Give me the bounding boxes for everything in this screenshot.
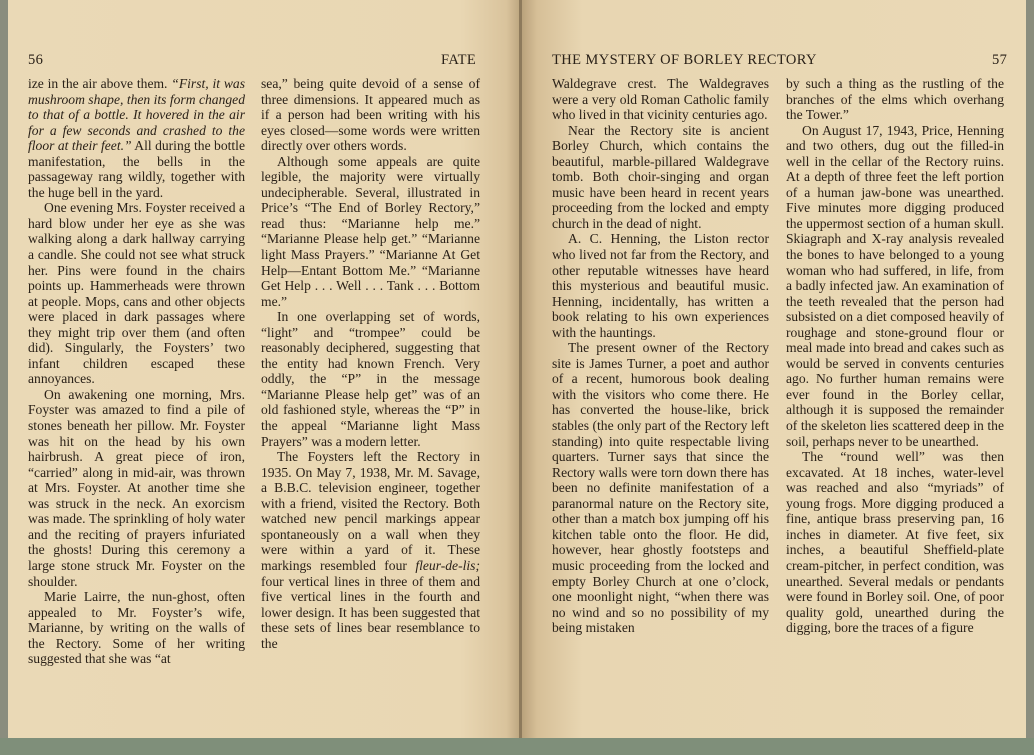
- paragraph: [552, 340, 769, 635]
- right-column-2: [786, 76, 1004, 636]
- text-run: On August 17, 1943, Price, Henning and two others, dug out the filled-in well in the cellar of the Rectory ruins. At a depth of three feet the left portion of a human jaw-bone was unearthed. Five minutes more digging produced the uppermost section of a human skull. Skiagraph and X-ray analysis revealed the bones to have belonged to a young woman who had suffered, in life, from a badly infected jaw. An examination of the teeth revealed that the person had subsisted on a diet composed heavily of roughage and stone-ground flour or meal made into bread and cakes such as would be served in convents centuries ago. No further human remains were ever found in the Borley cellar, although it is supposed the remainder of the skeleton lies scattered deep in the soil, perhaps never to be unearthed.: [786, 122, 1004, 449]
- right-column-1: [552, 76, 769, 636]
- paragraph: [28, 76, 245, 200]
- text-run: All during the bottle manifestation, the bells in the passageway rang wildly, together with the huge bell in the yard.: [28, 138, 245, 200]
- italic-text: fleur-de-lis;: [415, 557, 480, 573]
- text-run: Although some appeals are quite legible, the majority were virtually undecipherable. Several, illustrated in Price’s “The End of Borley Rectory,” read thus: “Marianne help me.” “Marianne Please help get.” “Marianne light Mass Prayers.” “Marianne At Get Help—Entant Bottom Me.” “Marianne Get Help . . . Well . . . Tank . . . Bottom me.”: [261, 153, 480, 309]
- paragraph: [261, 309, 480, 449]
- paragraph: [261, 449, 480, 651]
- left-column-1: [28, 76, 245, 667]
- text-run: A. C. Henning, the Liston rector who lived not far from the Rectory, and other reputable witnesses have heard this mysterious and beautiful music. Henning, incidentally, has written a book relating to his own experiences with the hauntings.: [552, 231, 769, 340]
- text-run: The “round well” was then excavated. At 18 inches, water-level was reached and also “myriads” of young frogs. More digging produced a fine, antique brass preserving pan, 16 inches in diameter. At five feet, six inches, a beautiful Sheffield-plate cream-pitcher, in perfect condition, was unearthed. Several medals or pendants were found in Borley soil. One, of poor quality gold, unearthed during the digging, bore the traces of a figure: [786, 449, 1004, 636]
- paragraph: [552, 76, 769, 123]
- left-page: [8, 0, 522, 740]
- italic-text: “First, it was mushroom shape, then its form changed to that of a bottle. It hovered in the air for a few seconds and crashed to the floor at their feet.”: [28, 76, 245, 154]
- text-run: by such a thing as the rustling of the branches of the elms which overhang the Tower.”: [786, 76, 1004, 123]
- text-run: The Foysters left the Rectory in 1935. On May 7, 1938, Mr. M. Savage, a B.B.C. television engineer, together with a friend, visited the Rectory. Both watched new pencil markings appear spontaneously on a wall when they were within a yard of it. These markings resembled four: [261, 449, 480, 573]
- paragraph: [28, 589, 245, 667]
- paragraph: [552, 123, 769, 232]
- left-column-2: [261, 76, 480, 651]
- paragraph: [261, 154, 480, 309]
- paragraph: [28, 387, 245, 589]
- text-run: In one overlapping set of words, “light” and “trompee” could be reasonably deciphered, suggesting that the entity had known French. Very oddly, the “P” in the message “Marianne Please help get” was of an old fashioned style, whereas the “P” in the appeal “Marianne light Mass Prayers” was a modern letter.: [261, 309, 480, 449]
- text-run: Marie Lairre, the nun-ghost, often appealed to Mr. Foyster’s wife, Marianne, by writing on the walls of the Rectory. Some of her writing suggested that she was “at: [28, 589, 245, 667]
- right-running-head: THE MYSTERY OF BORLEY RECTORY: [552, 52, 817, 68]
- left-running-head: FATE: [441, 52, 477, 68]
- text-run: The present owner of the Rectory site is James Turner, a poet and author of a recent, humorous book dealing with the visitors who come there. He has converted the house-like, brick stables (the only part of the Rectory left standing) into quite respectable living quarters. Turner says that since the Rectory walls were torn down there has been no definite manifestation of a paranormal nature on the Rectory site, other than a match box jumping off his kitchen table onto the floor. He did, however, hear ghostly footsteps and music proceeding from the locked and empty Borley Church at one o’clock, one moonlight night, “when there was no wind and so no possibility of my being mistaken: [552, 340, 769, 636]
- text-run: Waldegrave crest. The Waldegraves were a very old Roman Catholic family who lived in that vicinity centuries ago.: [552, 76, 769, 123]
- paragraph: [786, 76, 1004, 123]
- text-run: Near the Rectory site is ancient Borley Church, which contains the beautiful, marble-pillared Waldegrave tomb. Both choir-singing and organ music have been heard in recent years proceeding from the locked and empty church in the dead of night.: [552, 122, 769, 231]
- paragraph: [786, 123, 1004, 449]
- paragraph: [28, 200, 245, 387]
- text-run: On awakening one morning, Mrs. Foyster was amazed to find a pile of stones beneath her pillow. Mr. Foyster was hit on the head by his own hairbrush. A great piece of iron, “carried” along in mid-air, was thrown at Mrs. Foyster. At another time she was struck in the neck. An exorcism was made. The sprinkling of holy water and the reciting of prayers infuriated the ghosts! During this ceremony a large stone struck Mr. Foyster on the shoulder.: [28, 386, 245, 589]
- paragraph: [552, 231, 769, 340]
- text-run: One evening Mrs. Foyster received a hard blow under her eye as she was walking along a dark hallway carrying a candle. She could not see what struck her. Pins were found in the chairs points up. Hammerheads were thrown at people. Mops, cans and other objects were placed in dark passages where they might trip over them (and often did). Singularly, the Foysters’ two infant children escaped these annoyances.: [28, 200, 245, 387]
- paragraph: [261, 76, 480, 154]
- table-surface: [0, 738, 1034, 755]
- left-page-number: 56: [28, 52, 44, 68]
- text-run: four vertical lines in three of them and five vertical lines in the fourth and lower design. It has been suggested that these sets of lines bear resemblance to the: [261, 573, 480, 651]
- text-run: ize in the air above them.: [28, 76, 172, 91]
- right-page: [522, 0, 1026, 740]
- right-page-number: 57: [992, 52, 1008, 68]
- text-run: sea,” being quite devoid of a sense of three dimensions. It appeared much as if a person had been writing with his eyes closed—some words were written directly over others words.: [261, 76, 480, 154]
- paragraph: [786, 449, 1004, 636]
